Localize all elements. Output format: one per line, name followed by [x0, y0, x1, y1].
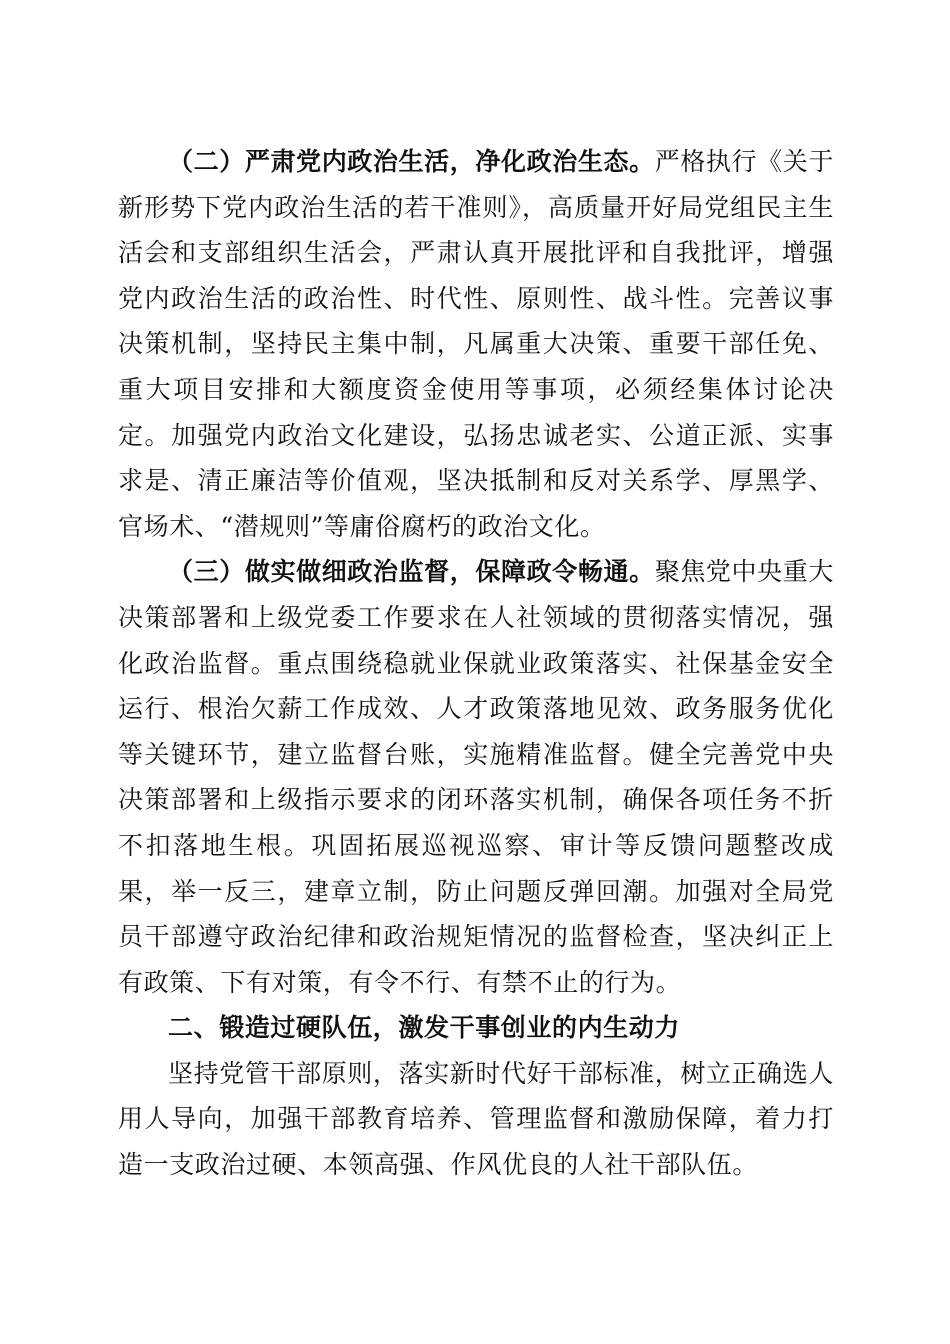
paragraph-lead: （二）严肃党内政治生活，净化政治生态。 [168, 147, 655, 176]
paragraph-body: 聚焦党中央重大决策部署和上级党委工作要求在人社领域的贯彻落实情况，强化政治监督。重点围绕稳就业保就业政策落实、社保基金安全运行、根治欠薪工作成效、人才政策落地见效、政务服务优化等关键环节，建立监督台账，实施精准监督。健全完善党中央决策部署和上级指示要求的闭环落实机制，确保各项任务不折不扣落地生根。巩固拓展巡视巡察、审计等反馈问题整改成果，举一反三，建章立制，防止问题反弹回潮。加强对全局党员干部遵守政治纪律和政治规矩情况的监督检查，坚决纠正上有政策、下有对策，有令不行、有禁不止的行为。 [118, 557, 834, 997]
paragraph-body: 严格执行《关于新形势下党内政治生活的若干准则》，高质量开好局党组民主生活会和支部组织生活会，严肃认真开展批评和自我批评，增强党内政治生活的政治性、时代性、原则性、战斗性。完善议事决策机制，坚持民主集中制，凡属重大决策、重要干部任免、重大项目安排和大额度资金使用等事项，必须经集体讨论决定。加强党内政治文化建设，弘扬忠诚老实、公道正派、实事求是、清正廉洁等价值观，坚决抵制和反对关系学、厚黑学、官场术、“潜规则”等庸俗腐朽的政治文化。 [118, 147, 834, 541]
document-body [118, 139, 834, 1188]
paragraph-political-supervision [118, 549, 834, 1005]
section-heading: 二、锻造过硬队伍，激发干事创业的内生动力 [168, 1013, 681, 1043]
paragraph-lead: （三）做实做细政治监督，保障政令畅通。 [168, 557, 655, 587]
paragraph-cadre-team: 坚持党管干部原则，落实新时代好干部标准，树立正确选人用人导向，加强干部教育培养、管理监督和激励保障，着力打造一支政治过硬、本领高强、作风优良的人社干部队伍。 [118, 1058, 834, 1180]
paragraph-political-life [118, 139, 834, 549]
